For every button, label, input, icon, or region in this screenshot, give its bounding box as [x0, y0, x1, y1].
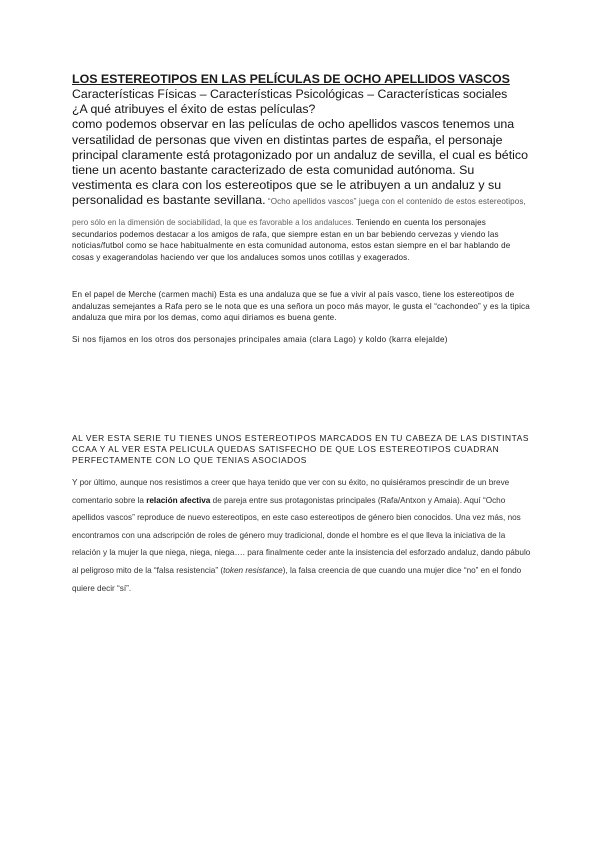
final-text-1: Y por último, aunque nos resistimos a creer que haya tenido que ver con su éxito, no quisiéramos prescindir de un breve comentario sobre la — [72, 478, 510, 505]
merche-text: En el papel de Merche (carmen machi) Esta es una andaluza que se fue a vivir al país vasco, tiene los estereotipos de andaluzas semejantes a Rafa pero se le nota que es una señora un poco más mayor, le gusta el “cachondeo” y es la tipica andaluza que mira por los demas, como aqui diriamos es buena gente. — [72, 290, 530, 322]
intro-paragraph — [72, 117, 532, 209]
caps-text: AL VER ESTA SERIE TU TIENES UNOS ESTEREOTIPOS MARCADOS EN TU CABEZA DE LAS DISTINTAS CCAA Y AL VER ESTA PELICULA QUEDAS SATISFECHO DE QUE LOS ESTEREOTIPOS CUADRAN PERFECTAMENTE CON LO QUE TENIAS ASOCIADOS — [72, 433, 529, 465]
caps-paragraph — [72, 433, 532, 465]
final-bold: relación afectiva — [146, 495, 211, 505]
document-title: LOS ESTEREOTIPOS EN LAS PELÍCULAS DE OCHO APELLIDOS VASCOS — [72, 72, 510, 86]
question-line: ¿A qué atribuyes el éxito de estas películas? — [72, 102, 316, 117]
final-italic: token resistance — [223, 565, 283, 575]
intro-text: como podemos observar en las películas de ocho apellidos vascos tenemos una versatilidad de personas que viven en distintas partes de españa, el personaje principal claramente está protagonizado por un andaluz de sevilla, el cual es bético tiene un acento bastante caracterizado de esta comunidad autónoma. Su vestimenta es clara con los estereotipos que se le atribuyen a un andaluz y su personalidad es bastante sevillana. — [72, 117, 528, 208]
secondary-characters-paragraph — [72, 217, 532, 263]
sociability-sentence: pero sólo en la dimensión de sociabilidad, la que es favorable a los andaluces. — [72, 218, 354, 227]
friends-sentence: Teniendo en cuenta los personajes secundarios podemos destacar a los amigos de rafa, que siempre estan en un bar bebiendo cervezas y viendo las noticias/futbol como se hace habitualmente en esta comunidad autonoma, estos estan siempre en el bar hablando de cosas y exagerandolas haciendo ver que los andaluces somos unos cotillas y exagerados. — [72, 218, 511, 262]
subtitle-line: Características Físicas – Características Psicológicas – Características sociales — [72, 87, 508, 101]
final-text-2: de pareja entre sus protagonistas principales (Rafa/Antxon y Amaia). Aquí “Ocho apellidos vascos” reproduce de nuevo estereotipos, en este caso estereotipos de género bien conocidos. Una vez más, nos encontramos con una adscripción de roles de género muy tradicional, donde el hombre es el que lleva la iniciativa de la relación y la mujer la que niega, niega, niega…. para finalmente ceder ante la insistencia del esforzado andaluz, dando pábulo al peligroso mito de la “falsa resistencia” ( — [72, 495, 531, 575]
final-paragraph — [72, 474, 532, 597]
intro-section — [72, 87, 532, 210]
final-text-3: ), la falsa creencia de que cuando una mujer dice “no” en el fondo quiere decir “sí”. — [72, 565, 522, 593]
merche-paragraph — [72, 289, 532, 324]
main-characters-line: Si nos fijamos en los otros dos personajes principales amaia (clara Lago) y koldo (karra elejalde) — [72, 335, 448, 344]
intro-quote: “Ocho apellidos vascos” juega con el contenido de estos estereotipos, — [265, 197, 526, 207]
